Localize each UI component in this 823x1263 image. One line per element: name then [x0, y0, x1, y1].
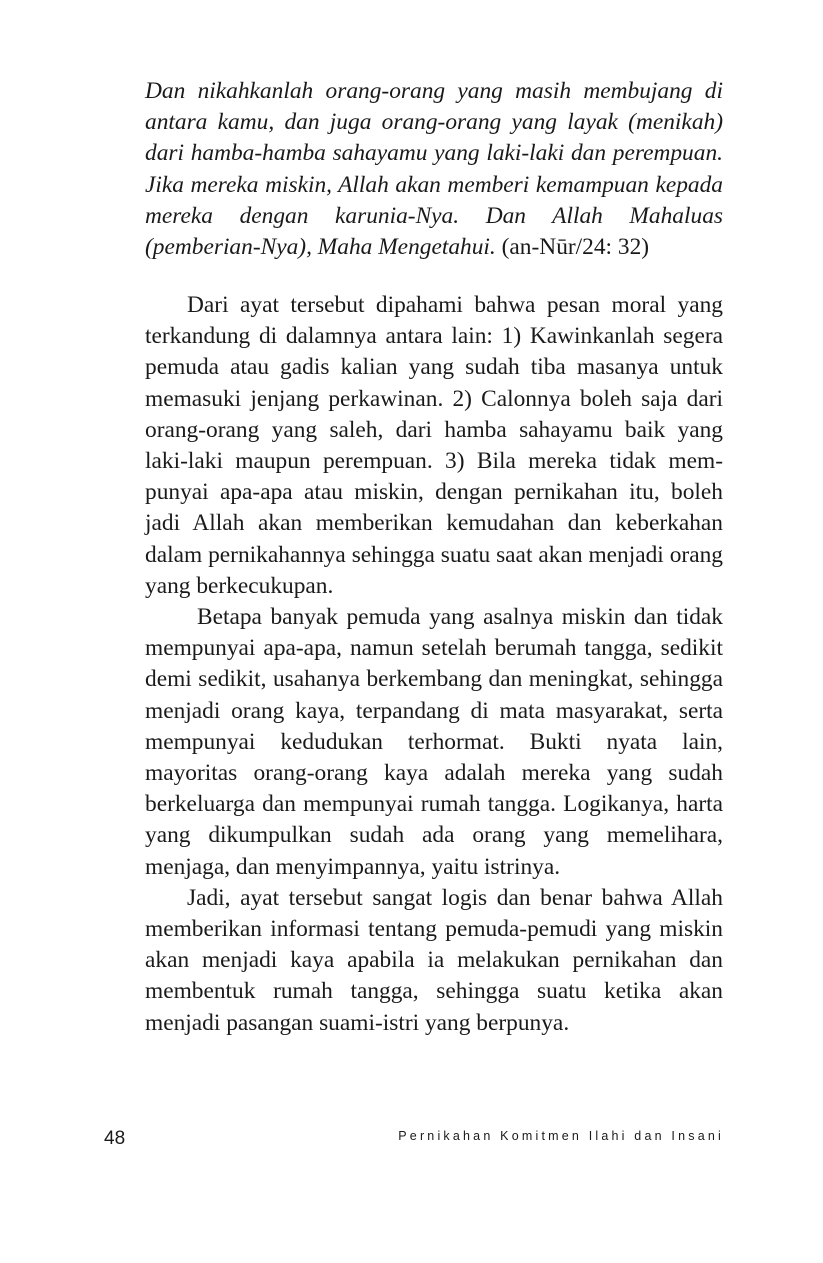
quran-verse-quote	[145, 76, 723, 263]
paragraph: Betapa banyak pemuda yang asalnya miskin dan tidak mempunyai apa-apa, namun setelah berumah tangga, sedikit demi sedikit, usahanya berkembang dan meningkat, sehingga menjadi orang kaya, terpandang di mata masyarakat, serta mempunyai kedudukan terhormat. Bukti nyata lain, mayoritas orang-orang kaya adalah mereka yang sudah berkeluarga dan mempunyai rumah tangga. Logikanya, harta yang dikumpulkan sudah ada orang yang memelihara, menjaga, dan menyimpannya, yaitu istrinya.	[145, 604, 723, 880]
running-footer-title: Pernikahan Komitmen Ilahi dan Insani	[398, 1129, 724, 1143]
page-number: 48	[104, 1128, 126, 1149]
body-text	[145, 290, 723, 1039]
paragraph: Jadi, ayat tersebut sangat logis dan benar bahwa Allah memberikan informasi tentang pemuda-pemudi yang miskin akan menjadi kaya apabila ia melakukan pernikahan dan membentuk rumah tangga, sehingga suatu ketika akan menjadi pasangan suami-istri yang berpunya.	[145, 884, 723, 1036]
paragraph: Dari ayat tersebut dipahami bahwa pesan moral yang terkandung di dalamnya antara lain: 1) Kawinkanlah segera pemuda atau gadis kalian yang sudah tiba masanya untuk memasuki jenjang perkawinan. 2) Calonnya boleh saja dari orang-orang yang saleh, dari hamba sahayamu baik yang laki-laki maupun perempuan. 3) Bila mereka tidak mempunyai apa-apa atau miskin, dengan pernikahan itu, boleh jadi Allah akan memberikan kemudahan dan keberkahan dalam pernikahannya sehingga suatu saat akan menjadi orang yang berkecukupan.	[145, 292, 723, 599]
verse-citation: (an-Nūr/24: 32)	[501, 234, 650, 261]
verse-translation: Dan nikahkanlah orang-orang yang masih membujang di antara kamu, dan juga orang-orang yang layak (menikah) dari hamba-hamba sahayamu yang laki-laki dan perempuan. Jika mereka miskin, Allah akan memberi kemampuan kepada mereka dengan karunia-Nya. Dan Allah Mahaluas (pemberian-Nya), Maha Mengetahui.	[145, 78, 723, 261]
